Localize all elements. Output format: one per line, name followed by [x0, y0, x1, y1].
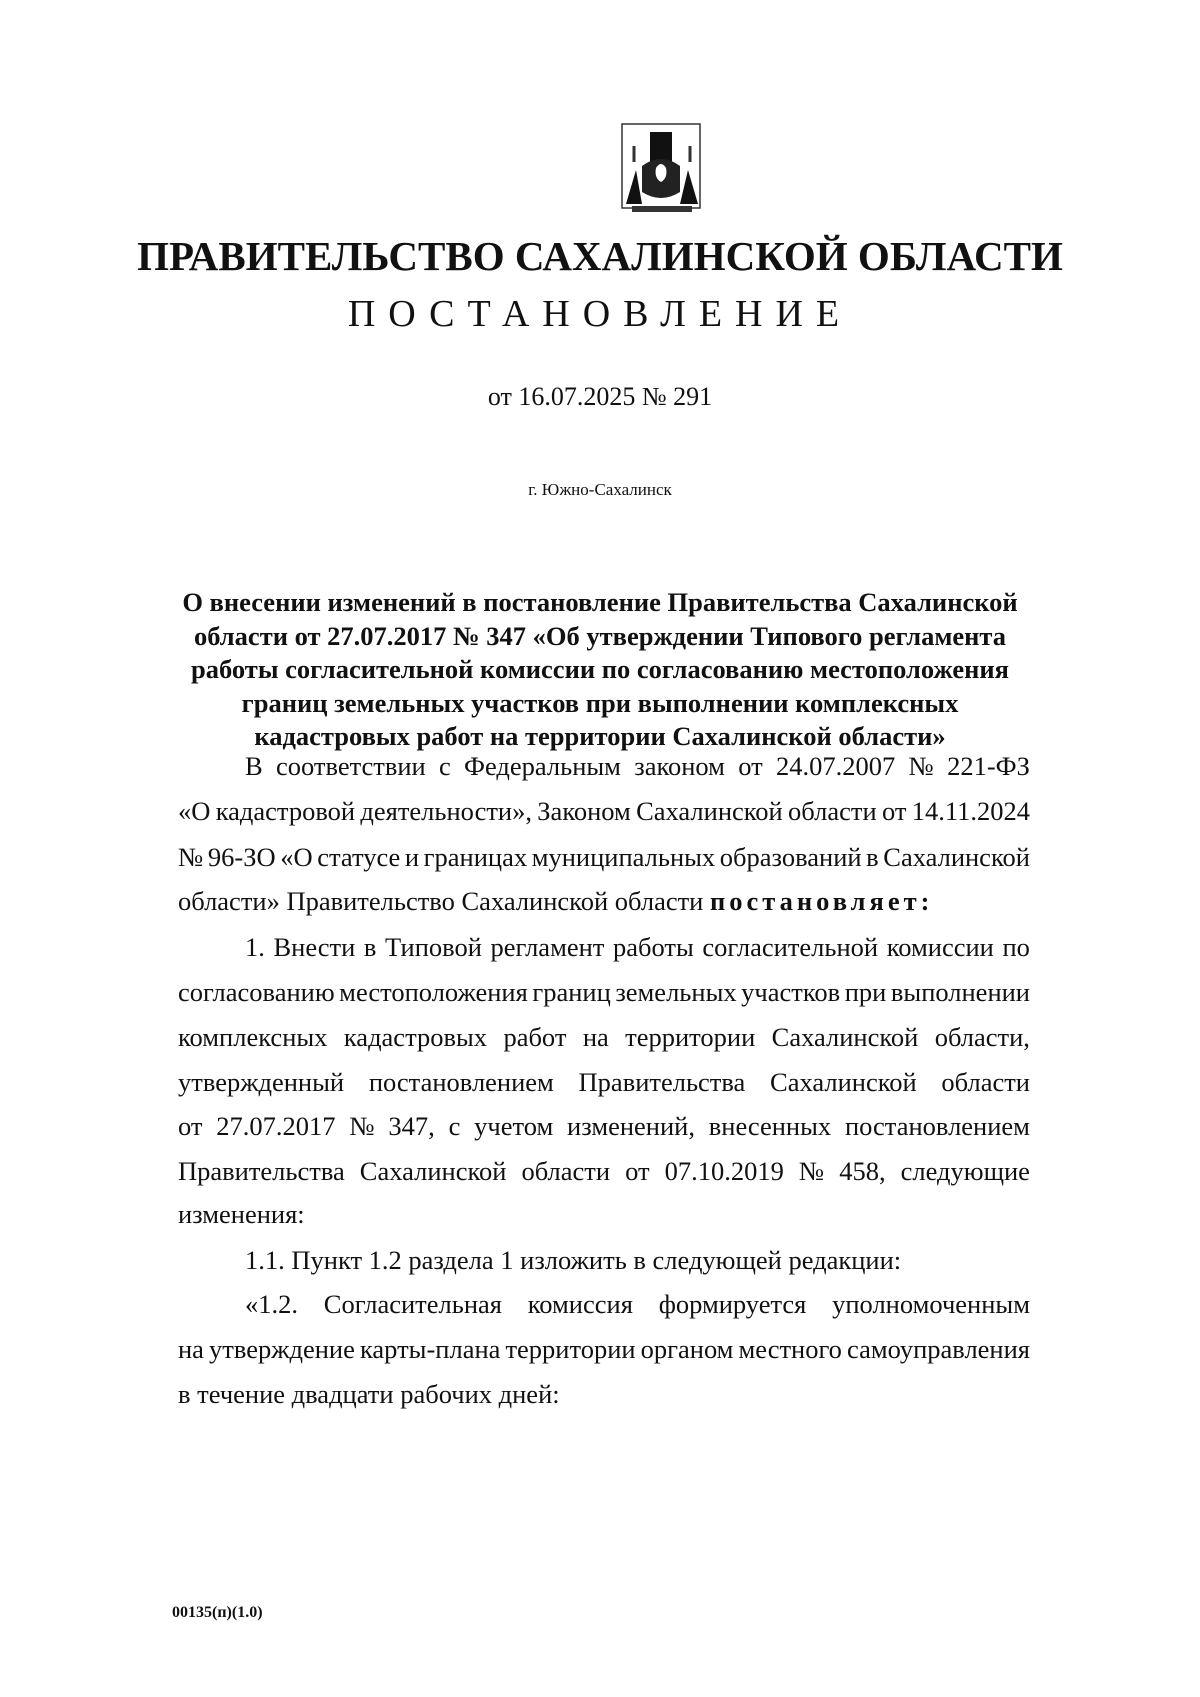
body-word: 1.	[245, 932, 265, 962]
body-word: на	[178, 1334, 204, 1364]
body-text: области» Правительство Сахалинской области	[178, 886, 710, 916]
body-word: «О	[280, 842, 313, 872]
body-word: уполномоченным	[832, 1289, 1030, 1319]
subject-line: О внесении изменений в постановление Правительства Сахалинской	[182, 587, 1018, 617]
document-subject	[175, 586, 1025, 754]
body-word: Сахалинской	[771, 1022, 919, 1052]
body-word: работ	[503, 1022, 567, 1052]
body-word: статусе	[317, 842, 401, 872]
body-word: муниципальных	[531, 842, 716, 872]
body-word: Сахалинской	[359, 1156, 507, 1186]
body-word: образований	[719, 842, 862, 872]
body-word: деятельности»,	[360, 796, 532, 826]
form-code: 00135(п)(1.0)	[172, 1604, 263, 1621]
document-date-number: от 16.07.2025 № 291	[487, 382, 713, 411]
decree-verb: постановляет:	[709, 886, 934, 916]
body-word: местного	[738, 1334, 842, 1364]
body-word: №	[178, 842, 204, 872]
body-word: Федеральным	[464, 751, 621, 781]
body-line	[178, 795, 1030, 827]
body-word: комиссии	[886, 932, 994, 962]
body-word: согласованию	[178, 977, 335, 1007]
body-word: Согласительная	[323, 1289, 502, 1319]
body-word: области	[788, 796, 877, 826]
body-word: от	[625, 1156, 650, 1186]
document-kind: ПОСТАНОВЛЕНИЕ	[347, 293, 853, 335]
body-word: №	[908, 751, 934, 781]
subject-line: границ земельных участков при выполнении комплексных	[241, 687, 959, 718]
body-word: Правительства	[178, 1156, 345, 1186]
body-word: выполнении	[890, 977, 1030, 1007]
body-word: следующие	[900, 1156, 1030, 1186]
body-word: области,	[934, 1022, 1030, 1052]
body-word: 458,	[839, 1156, 886, 1186]
body-word: 221-ФЗ	[947, 751, 1030, 781]
body-word: согласительной	[702, 932, 879, 962]
body-word: карты-плана	[359, 1334, 501, 1364]
body-word: 14.11.2024	[911, 796, 1030, 826]
body-word: Сахалинской	[883, 842, 1030, 872]
body-line	[178, 1155, 1030, 1187]
body-word: на	[582, 1022, 609, 1052]
body-word: «О	[178, 796, 211, 826]
body-word: области	[941, 1067, 1030, 1097]
body-word: комиссия	[527, 1289, 633, 1319]
body-line	[178, 841, 1030, 873]
subject-line: работы согласительной комиссии по согласованию местоположения	[191, 654, 1009, 684]
body-line	[178, 1066, 1030, 1098]
body-word: в	[866, 842, 879, 872]
body-line	[178, 1021, 1030, 1053]
body-word: работы	[612, 932, 694, 962]
body-word: с	[448, 1111, 461, 1141]
body-word: участков	[741, 977, 841, 1007]
body-word: местоположения	[339, 977, 528, 1007]
body-word: самоуправления	[846, 1334, 1030, 1364]
body-word: земельных	[615, 977, 737, 1007]
body-word: Сахалинской	[636, 796, 783, 826]
subject-line: кадастровых работ на территории Сахалинской области»	[254, 721, 946, 751]
body-line	[178, 1110, 1030, 1142]
body-word: от	[738, 751, 763, 781]
body-word: границах	[423, 842, 528, 872]
body-line	[245, 931, 1030, 963]
body-word: в	[363, 932, 377, 962]
body-word: 347,	[388, 1111, 435, 1141]
body-line	[245, 750, 1030, 782]
body-word: границ	[532, 977, 611, 1007]
body-word: Сахалинской	[770, 1067, 917, 1097]
body-word: кадастровых	[343, 1022, 488, 1052]
body-word: 96-ЗО	[207, 842, 276, 872]
body-word: В	[245, 751, 263, 781]
body-line	[178, 976, 1030, 1008]
body-word: от	[881, 796, 907, 826]
body-word: органом	[640, 1334, 734, 1364]
body-word: №	[349, 1111, 375, 1141]
body-word: Типовой	[385, 932, 482, 962]
body-word: территории	[625, 1022, 756, 1052]
body-word: формируется	[658, 1289, 807, 1319]
body-word: постановлением	[844, 1111, 1030, 1141]
sakhalin-coat-of-arms-icon	[612, 122, 710, 222]
body-line: в течение двадцати рабочих дней:	[178, 1379, 560, 1409]
body-word: изменений,	[567, 1111, 695, 1141]
body-word: 07.10.2019	[664, 1156, 784, 1186]
body-line	[245, 1288, 1030, 1320]
body-word: соответствии	[275, 751, 426, 781]
body-line: 1.1. Пункт 1.2 раздела 1 изложить в следующей редакции:	[245, 1245, 902, 1275]
body-word: с	[439, 751, 451, 781]
body-word: территории	[505, 1334, 636, 1364]
body-word: кадастровой	[215, 796, 356, 826]
body-word: учетом	[474, 1111, 554, 1141]
body-word: Правительства	[578, 1067, 746, 1097]
body-word: «1.2.	[245, 1289, 298, 1319]
body-word: 27.07.2017	[216, 1111, 336, 1141]
body-word: постановлением	[368, 1067, 554, 1097]
body-word: внесенных	[708, 1111, 832, 1141]
body-word: 24.07.2007	[776, 751, 896, 781]
subject-line: области от 27.07.2017 № 347 «Об утверждении Типового регламента	[193, 620, 1007, 651]
body-word: области	[521, 1156, 611, 1186]
body-line	[178, 1333, 1030, 1365]
government-title: ПРАВИТЕЛЬСТВО САХАЛИНСКОЙ ОБЛАСТИ	[137, 233, 1063, 279]
body-word: по	[1002, 932, 1030, 962]
body-word: Внести	[273, 932, 356, 962]
body-line: изменения:	[178, 1199, 305, 1229]
body-word: регламент	[490, 932, 605, 962]
body-word: законом	[634, 751, 725, 781]
body-word: утвержденный	[178, 1067, 345, 1097]
body-line	[178, 885, 1030, 917]
body-word: утверждение	[209, 1334, 355, 1364]
body-word: и	[404, 842, 420, 872]
body-word: Законом	[537, 796, 631, 826]
body-word: комплексных	[178, 1022, 328, 1052]
body-word: №	[798, 1156, 825, 1186]
body-word: при	[844, 977, 887, 1007]
body-word: от	[178, 1111, 203, 1141]
document-city: г. Южно-Сахалинск	[528, 480, 672, 499]
